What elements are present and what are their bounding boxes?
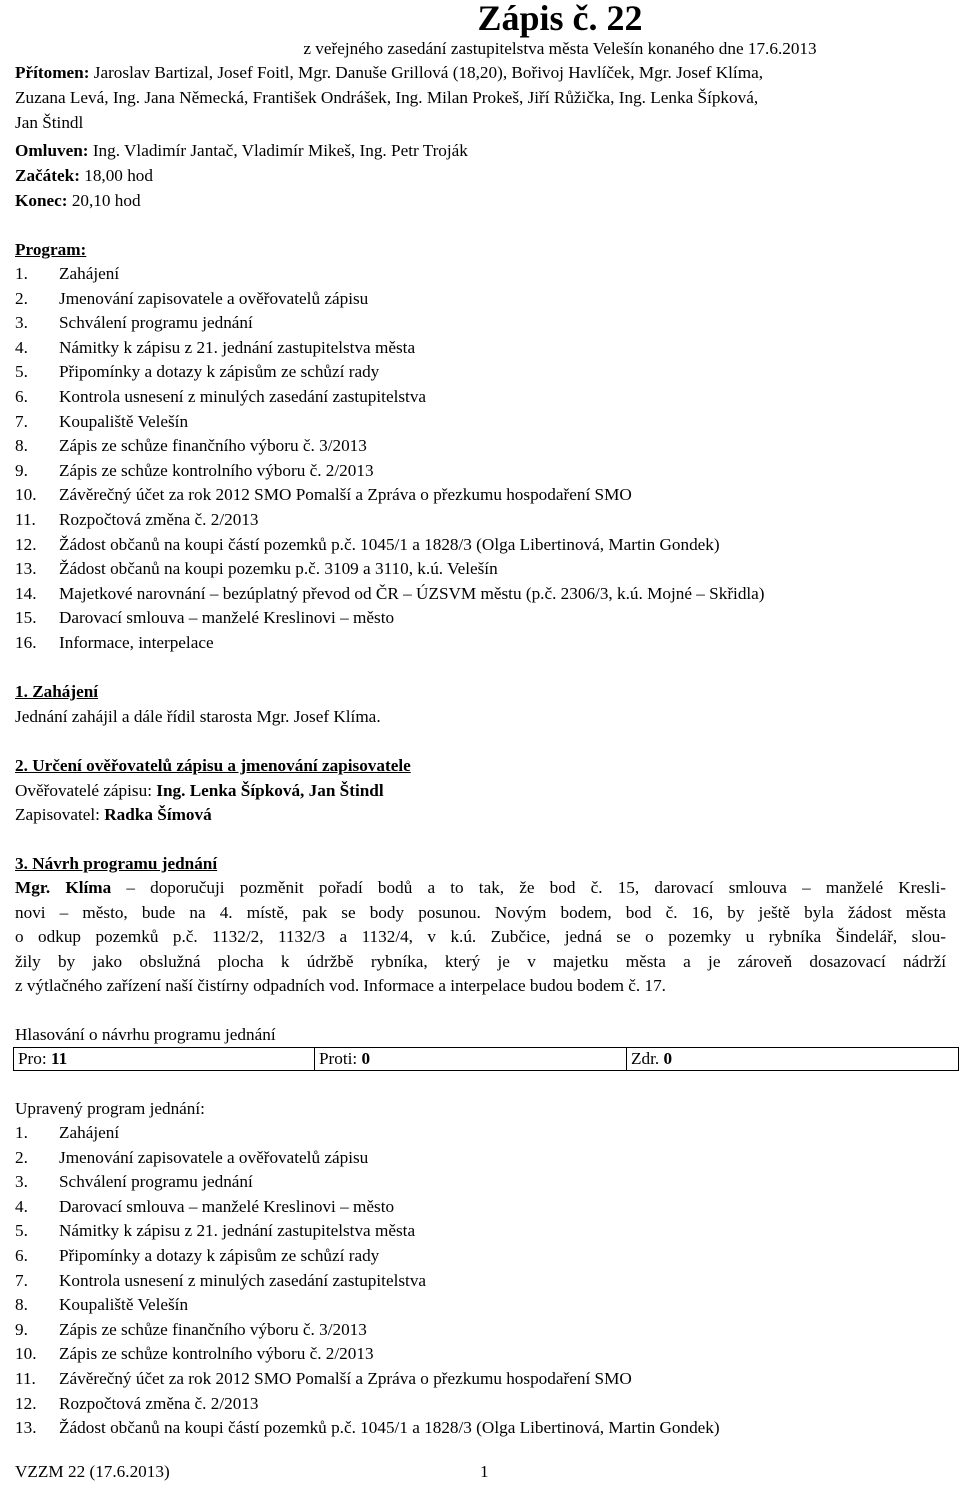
list-item xyxy=(15,631,214,656)
list-item-number: 9. xyxy=(15,1319,28,1339)
list-item-text: Kontrola usnesení z minulých zasedání zastupitelstva xyxy=(59,1270,427,1290)
list-item-number: 16. xyxy=(15,633,37,652)
list-item-number: 12. xyxy=(15,1393,37,1413)
list-item-number: 3. xyxy=(15,313,28,333)
list-item-number: 9. xyxy=(15,460,28,480)
list-item-number: 10. xyxy=(15,1344,37,1364)
list-item-number: 2. xyxy=(15,1147,28,1167)
section-1-heading: 1. Zahájení xyxy=(15,682,99,701)
excused-label: Omluven: xyxy=(15,141,89,160)
list-item-text: Připomínky a dotazy k zápisům ze schůzí rady xyxy=(59,362,380,382)
excused-line xyxy=(15,139,468,164)
list-item-number: 4. xyxy=(15,337,28,357)
list-item-number: 13. xyxy=(15,559,37,579)
section-3-heading: 3. Návrh programu jednání xyxy=(15,854,218,873)
list-item xyxy=(15,287,368,312)
start-time: 18,00 hod xyxy=(84,166,153,185)
list-item-text: Námitky k zápisu z 21. jednání zastupitelstva města xyxy=(59,337,416,357)
list-item xyxy=(15,1416,720,1441)
present-names-2: Zuzana Levá, Ing. Jana Německá, František Ondrášek, Ing. Milan Prokeš, Jiří Růžička, Ing. Lenka Šípková, xyxy=(15,88,759,107)
list-item xyxy=(15,606,394,631)
list-item-number: 13. xyxy=(15,1418,37,1438)
vote-for-cell xyxy=(14,1048,315,1071)
list-item xyxy=(15,483,632,508)
document-subtitle: z veřejného zasedání zastupitelstva města Velešín konaného dne 17.6.2013 xyxy=(303,39,817,58)
end-label: Konec: xyxy=(15,191,68,210)
program-heading: Program: xyxy=(15,240,87,259)
list-item-number: 6. xyxy=(15,387,28,406)
list-item-number: 5. xyxy=(15,1221,28,1241)
list-item xyxy=(15,1269,426,1294)
list-item-text: Darovací smlouva – manželé Kreslinovi – město xyxy=(59,608,395,628)
verifiers-names: Ing. Lenka Šípková, Jan Štindl xyxy=(156,781,384,800)
recorder-name: Radka Šímová xyxy=(104,805,212,824)
list-item xyxy=(15,1170,253,1195)
list-item xyxy=(15,434,367,459)
start-line xyxy=(15,164,153,189)
list-item-text: Rozpočtová změna č. 2/2013 xyxy=(59,510,259,529)
list-item xyxy=(15,311,253,336)
list-item xyxy=(15,1146,368,1171)
list-item xyxy=(15,459,374,484)
list-item-number: 12. xyxy=(15,534,37,554)
list-item xyxy=(15,1318,367,1343)
list-item-number: 8. xyxy=(15,436,28,456)
list-item xyxy=(15,1121,119,1146)
list-item-text: Žádost občanů na koupi částí pozemků p.č. 1045/1 a 1828/3 (Olga Libertinová, Martin Gondek) xyxy=(59,1418,720,1438)
end-time: 20,10 hod xyxy=(71,191,141,210)
list-item-text: Kontrola usnesení z minulých zasedání zastupitelstva xyxy=(59,387,427,406)
list-item-number: 4. xyxy=(15,1196,28,1216)
list-item-number: 1. xyxy=(15,264,28,283)
section-3-line-2: novi – město, bude na 4. místě, pak se body posunou. Novým bodem, bod č. 16, by ještě byla žádost města xyxy=(15,903,946,922)
section-3-line-1 xyxy=(15,876,946,901)
vote-for-label: Pro: xyxy=(18,1049,47,1068)
list-item-text: Schválení programu jednání xyxy=(59,313,253,333)
list-item-number: 7. xyxy=(15,1270,28,1290)
list-item xyxy=(15,533,720,558)
list-item-text: Námitky k zápisu z 21. jednání zastupitelstva města xyxy=(59,1221,416,1241)
list-item xyxy=(15,385,426,410)
list-item-text: Jmenování zapisovatele a ověřovatelů zápisu xyxy=(59,1147,369,1167)
list-item-text: Závěrečný účet za rok 2012 SMO Pomalší a Zpráva o přezkumu hospodaření SMO xyxy=(59,1369,632,1388)
list-item xyxy=(15,1219,415,1244)
vote-abstain-value: 0 xyxy=(663,1049,673,1068)
list-item xyxy=(15,1392,259,1417)
vote-against-value: 0 xyxy=(361,1049,371,1068)
vote-against-cell xyxy=(315,1048,627,1071)
vote-title: Hlasování o návrhu programu jednání xyxy=(15,1025,276,1044)
list-item xyxy=(15,410,188,435)
recorder-line xyxy=(15,803,212,828)
present-line-1 xyxy=(15,61,763,86)
list-item-number: 7. xyxy=(15,411,28,431)
list-item-text: Majetkové narovnání – bezúplatný převod od ČR – ÚZSVM městu (p.č. 2306/3, k.ú. Mojné – Skřidla) xyxy=(59,583,765,603)
list-item xyxy=(15,1195,394,1220)
list-item xyxy=(15,582,765,607)
list-item xyxy=(15,360,379,385)
start-label: Začátek: xyxy=(15,166,80,185)
recorder-label: Zapisovatel: xyxy=(15,805,100,824)
list-item-text: Informace, interpelace xyxy=(59,633,214,652)
list-item xyxy=(15,508,259,533)
present-label: Přítomen: xyxy=(15,63,90,82)
list-item xyxy=(15,262,119,287)
list-item xyxy=(15,1244,379,1269)
list-item-number: 11. xyxy=(15,510,36,529)
list-item-number: 8. xyxy=(15,1295,28,1315)
section-3-line-3: o odkup pozemků p.č. 1132/2, 1132/3 a 1132/4, v k.ú. Zubčice, jedná se o pozemky u rybníka Šindelář, slou- xyxy=(15,927,946,946)
list-item xyxy=(15,336,415,361)
list-item-text: Darovací smlouva – manželé Kreslinovi – město xyxy=(59,1196,395,1216)
list-item-number: 1. xyxy=(15,1123,28,1142)
list-item xyxy=(15,1342,374,1367)
section-3-line-4: žily by jako obslužná plocha k údržbě rybníka, který je v majetku města a je zároveň dosazovací nádrží xyxy=(15,952,946,971)
list-item-text: Koupaliště Velešín xyxy=(59,1295,189,1315)
section-2-heading: 2. Určení ověřovatelů zápisu a jmenování zapisovatele xyxy=(15,756,411,775)
list-item-number: 5. xyxy=(15,362,28,382)
list-item-text: Zahájení xyxy=(59,264,120,283)
vote-abstain-cell xyxy=(627,1048,959,1071)
list-item-text: Schválení programu jednání xyxy=(59,1172,253,1192)
list-item-number: 10. xyxy=(15,485,37,505)
section-3-line-5: z výtlačného zařízení naší čistírny odpadních vod. Informace a interpelace budou bodem č. 17. xyxy=(15,976,666,995)
list-item-text: Zahájení xyxy=(59,1123,120,1142)
list-item-number: 2. xyxy=(15,288,28,308)
speaker-name: Mgr. Klíma xyxy=(15,878,112,897)
present-names-3: Jan Štindl xyxy=(15,113,84,132)
list-item-number: 3. xyxy=(15,1172,28,1192)
vote-table xyxy=(13,1047,959,1071)
list-item-number: 14. xyxy=(15,583,37,603)
list-item-number: 11. xyxy=(15,1369,36,1388)
list-item xyxy=(15,1367,632,1392)
list-item-text: Koupaliště Velešín xyxy=(59,411,189,431)
section-3-line-1-rest: – doporučuji pozměnit pořadí bodů a to tak, že bod č. 15, darovací smlouva – manželé Kresli- xyxy=(126,878,947,897)
verifiers-line xyxy=(15,779,384,804)
list-item-text: Jmenování zapisovatele a ověřovatelů zápisu xyxy=(59,288,369,308)
footer-doc-ref: VZZM 22 (17.6.2013) xyxy=(15,1462,170,1481)
list-item-text: Zápis ze schůze finančního výboru č. 3/2013 xyxy=(59,1319,367,1339)
list-item-text: Zápis ze schůze finančního výboru č. 3/2013 xyxy=(59,436,367,456)
footer-page-number: 1 xyxy=(480,1462,489,1481)
revised-program-heading: Upravený program jednání: xyxy=(15,1099,205,1118)
section-1-text: Jednání zahájil a dále řídil starosta Mgr. Josef Klíma. xyxy=(15,707,381,726)
list-item-text: Žádost občanů na koupi částí pozemků p.č. 1045/1 a 1828/3 (Olga Libertinová, Martin Gondek) xyxy=(59,534,720,554)
list-item xyxy=(15,557,498,582)
list-item-number: 15. xyxy=(15,608,37,628)
list-item-text: Žádost občanů na koupi pozemku p.č. 3109 a 3110, k.ú. Velešín xyxy=(59,559,498,579)
present-names-1: Jaroslav Bartizal, Josef Foitl, Mgr. Danuše Grillová (18,20), Bořivoj Havlíček, Mgr. Josef Klíma, xyxy=(93,63,763,82)
list-item-number: 6. xyxy=(15,1246,28,1265)
list-item-text: Připomínky a dotazy k zápisům ze schůzí rady xyxy=(59,1246,380,1265)
vote-abstain-label: Zdr. xyxy=(631,1049,660,1068)
list-item-text: Zápis ze schůze kontrolního výboru č. 2/2013 xyxy=(59,1344,374,1364)
list-item xyxy=(15,1293,188,1318)
vote-against-label: Proti: xyxy=(319,1049,358,1068)
vote-row xyxy=(14,1048,959,1071)
document-title: Zápis č. 22 xyxy=(477,0,643,38)
list-item-text: Závěrečný účet za rok 2012 SMO Pomalší a Zpráva o přezkumu hospodaření SMO xyxy=(59,485,632,505)
list-item-text: Zápis ze schůze kontrolního výboru č. 2/2013 xyxy=(59,460,374,480)
list-item-text: Rozpočtová změna č. 2/2013 xyxy=(59,1393,259,1413)
vote-for-value: 11 xyxy=(50,1049,68,1068)
end-line xyxy=(15,189,141,214)
verifiers-label: Ověřovatelé zápisu: xyxy=(15,781,152,800)
excused-names: Ing. Vladimír Jantač, Vladimír Mikeš, Ing. Petr Troják xyxy=(92,141,468,160)
